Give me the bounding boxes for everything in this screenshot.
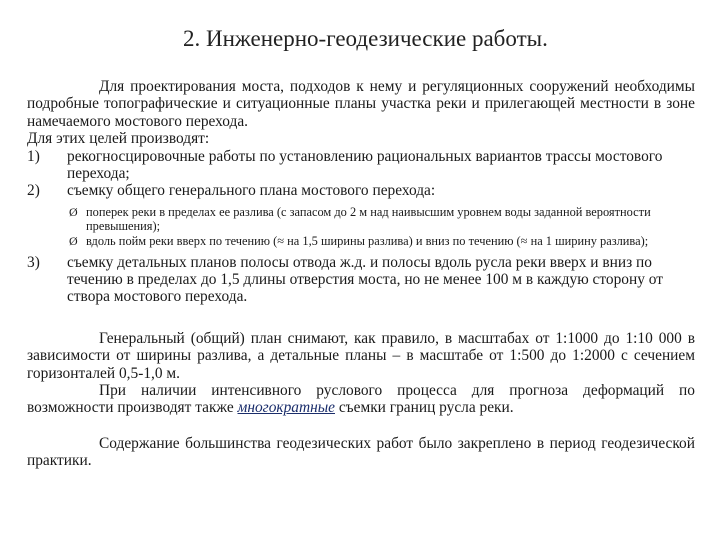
list-number: 3) (27, 253, 40, 271)
sub-item-text: поперек реки в пределах ее разлива (с запасом до 2 м над наивысшим уровнем воды заданной вероятности превышения); (86, 204, 651, 234)
river-text-end: съемки границ русла реки. (334, 399, 514, 417)
sub-item-2 (27, 234, 695, 249)
conclusion-paragraph: Содержание большинства геодезических работ было закреплено в период геодезической практики. (27, 434, 695, 470)
list-item-1 (27, 148, 695, 183)
river-text-start: При наличии интенсивного руслового процесса для прогноза деформаций по возможности производят также (27, 382, 695, 417)
list-item-3 (27, 254, 695, 306)
list-item-2 (27, 182, 695, 199)
sub-item-text: вдоль пойм реки вверх по течению (≈ на 1,5 ширины разлива) и вниз по течению (≈ на 1 ширину разлива); (86, 234, 649, 249)
river-paragraph (27, 382, 695, 417)
list-number: 2) (27, 182, 40, 200)
list-item-text: рекогносцировочные работы по установлению рациональных вариантов трассы мостового перехода; (67, 147, 663, 183)
list-item-text: съемку детальных планов полосы отвода ж.д. и полосы вдоль русла реки вверх и вниз по течению в пределах до 1,5 длины отверстия моста, но не менее 100 м в каждую сторону от створа мостового перехода. (67, 253, 663, 306)
sub-item-1 (27, 205, 695, 234)
list-item-text: съемку общего генерального плана мостового перехода: (67, 182, 436, 200)
intro-paragraph: Для проектирования моста, подходов к нему и регуляционных сооружений необходимы подробные топографические и ситуационные планы участка реки и прилегающей местности в зоне намечаемого мостового перехода. (27, 78, 695, 130)
list-number: 1) (27, 147, 40, 165)
slide-body (27, 78, 695, 470)
purpose-text: Для этих целей производят: (27, 130, 210, 148)
arrow-bullet-icon: Ø (69, 204, 78, 219)
general-plan-paragraph: Генеральный (общий) план снимают, как правило, в масштабах от 1:1000 до 1:10 000 в зависимости от ширины разлива, а детальные планы – в масштабе от 1:500 до 1:2000 с сечением горизонталей 0,5-1,0 м. (27, 329, 695, 382)
multiple-surveys-link[interactable]: многократные (237, 399, 335, 417)
slide-title: 2. Инженерно-геодезические работы. (183, 26, 548, 51)
arrow-bullet-icon: Ø (69, 234, 78, 249)
